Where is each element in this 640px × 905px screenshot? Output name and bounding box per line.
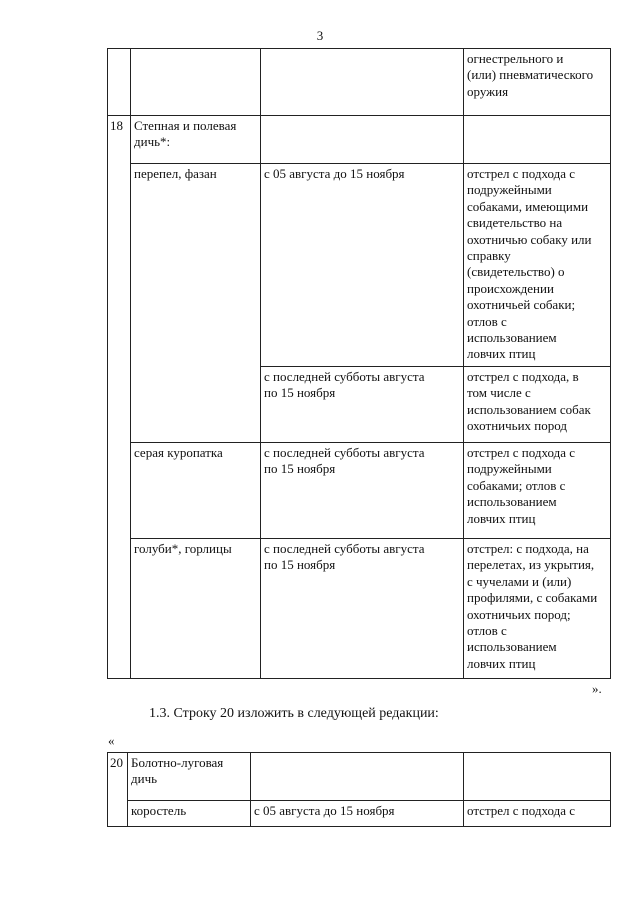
page-number: 3: [316, 28, 324, 43]
species-cell: [131, 49, 261, 116]
species-cell: Болотно-луговая дичь: [128, 753, 251, 801]
species-cell: Степная и полевая дичь*:: [131, 116, 261, 164]
method-cell: отстрел с подхода с: [464, 801, 611, 827]
row-number-cell: [108, 49, 131, 116]
species-cell: голуби*, горлицы: [131, 539, 261, 679]
method-cell: [464, 116, 611, 164]
species-cell: серая куропатка: [131, 443, 261, 539]
period-cell: [261, 49, 464, 116]
row-number-cell: 18: [108, 116, 131, 679]
table-row: [108, 539, 611, 679]
hunting-periods-table: [107, 48, 611, 679]
method-cell: отстрел: с подхода, на перелетах, из укрытия, с чучелами и (или) профилями, с собаками охотничьих пород; отлов с использованием ловчих птиц: [464, 539, 611, 679]
period-cell: с последней субботы августа по 15 ноября: [261, 539, 464, 679]
method-cell: отстрел с подхода с подружейными собаками; отлов с использованием ловчих птиц: [464, 443, 611, 539]
period-cell: с 05 августа до 15 ноября: [251, 801, 464, 827]
species-cell: коростель: [128, 801, 251, 827]
period-cell: с 05 августа до 15 ноября: [261, 164, 464, 367]
closing-quote: ».: [592, 681, 602, 696]
opening-quote: «: [108, 733, 115, 748]
table-row: [108, 443, 611, 539]
period-cell: с последней субботы августа по 15 ноября: [261, 367, 464, 443]
period-cell: с последней субботы августа по 15 ноября: [261, 443, 464, 539]
method-cell: [464, 753, 611, 801]
table-row: [108, 49, 611, 116]
period-cell: [261, 116, 464, 164]
table-row: [108, 116, 611, 164]
method-cell: отстрел с подхода с подружейными собаками, имеющими свидетельство на охотничью собаку или справку (свидетельство) о происхождении охотничьей собаки; отлов с использованием ловчих птиц: [464, 164, 611, 367]
method-cell: отстрел с подхода, в том числе с использованием собак охотничьих пород: [464, 367, 611, 443]
hunting-periods-table-continued: [107, 752, 611, 827]
species-cell: перепел, фазан: [131, 164, 261, 443]
period-cell: [251, 753, 464, 801]
row-number-cell: 20: [108, 753, 128, 827]
table-row: [108, 753, 611, 801]
method-cell: огнестрельного и (или) пневматического оружия: [464, 49, 611, 116]
section-instruction: 1.3. Строку 20 изложить в следующей редакции:: [149, 706, 439, 721]
table-row: [108, 164, 611, 367]
table-row: [108, 801, 611, 827]
